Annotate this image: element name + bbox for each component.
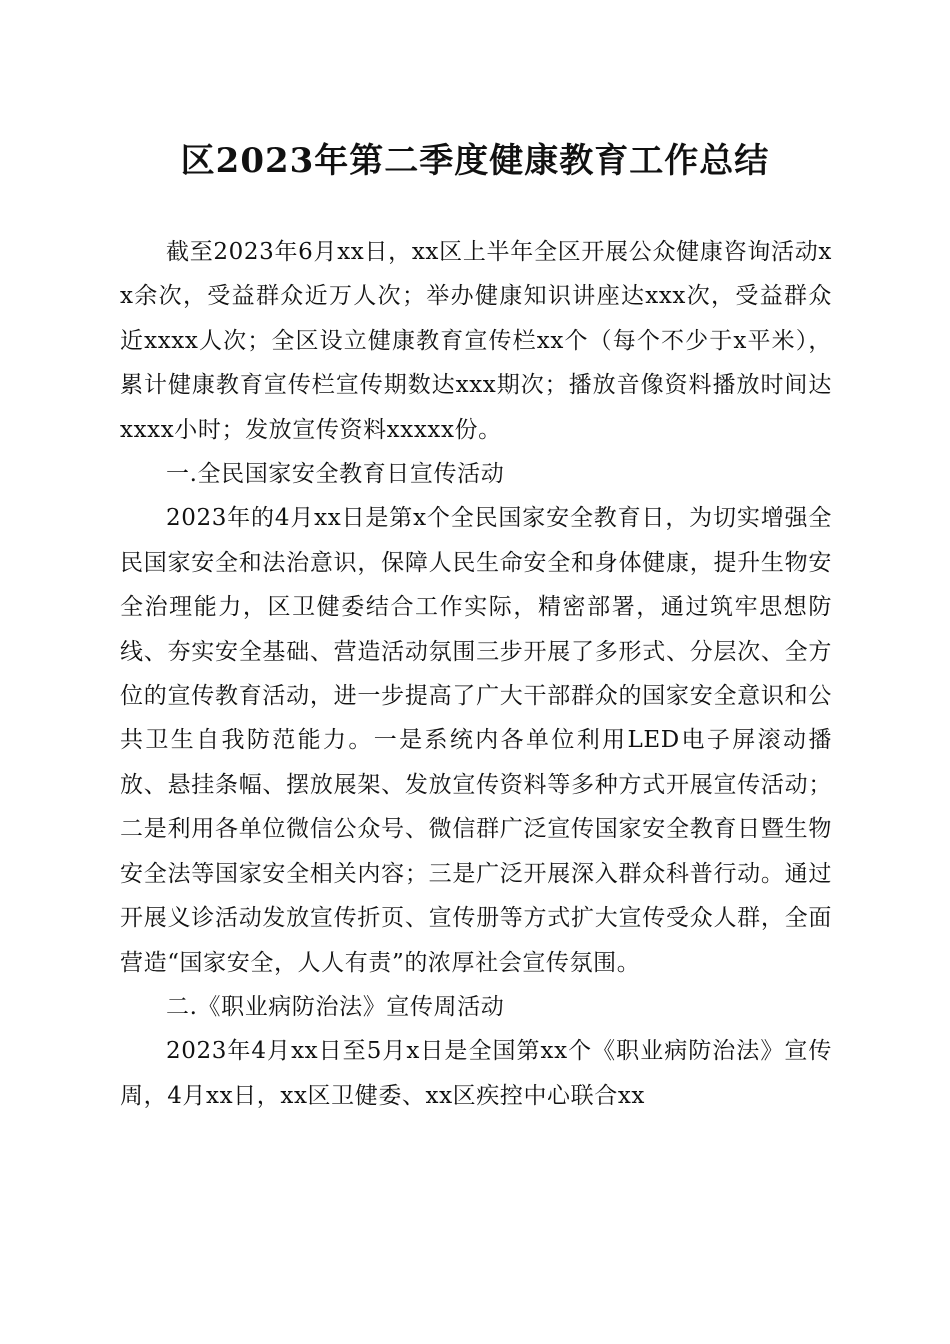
section-heading-2: 二.《职业病防治法》宣传周活动 <box>166 993 505 1020</box>
document-title: 区2023年第二季度健康教育工作总结 <box>180 141 770 181</box>
intro-paragraph: 截至2023年6月xx日，xx区上半年全区开展公众健康咨询活动xx余次，受益群众近万人次；举办健康知识讲座达xxx次，受益群众近xxxx人次；全区设立健康教育宣传栏xx个（每个不少于x平米），累计健康教育宣传栏宣传期数达xxx期次；播放音像资料播放时间达xxxx小时；发放宣传资料xxxxx份。 <box>120 239 832 443</box>
document-body <box>120 230 832 1118</box>
section-heading-1: 一.全民国家安全教育日宣传活动 <box>166 461 505 488</box>
section-1-paragraph: 2023年的4月xx日是第x个全民国家安全教育日，为切实增强全民国家安全和法治意识，保障人民生命安全和身体健康，提升生物安全治理能力，区卫健委结合工作实际，精密部署，通过筑牢思想防线、夯实安全基础、营造活动氛围三步开展了多形式、分层次、全方位的宣传教育活动，进一步提高了广大干部群众的国家安全意识和公共卫生自我防范能力。一是系统内各单位利用LED电子屏滚动播放、悬挂条幅、摆放展架、发放宣传资料等多种方式开展宣传活动；二是利用各单位微信公众号、微信群广泛宣传国家安全教育日暨生物安全法等国家安全相关内容；三是广泛开展深入群众科普行动。通过开展义诊活动发放宣传折页、宣传册等方式扩大宣传受众人群，全面营造“国家安全，人人有责”的浓厚社会宣传氛围。 <box>120 505 832 976</box>
section-2-paragraph: 2023年4月xx日至5月x日是全国第xx个《职业病防治法》宣传周，4月xx日，xx区卫健委、xx区疾控中心联合xx <box>120 1038 832 1109</box>
